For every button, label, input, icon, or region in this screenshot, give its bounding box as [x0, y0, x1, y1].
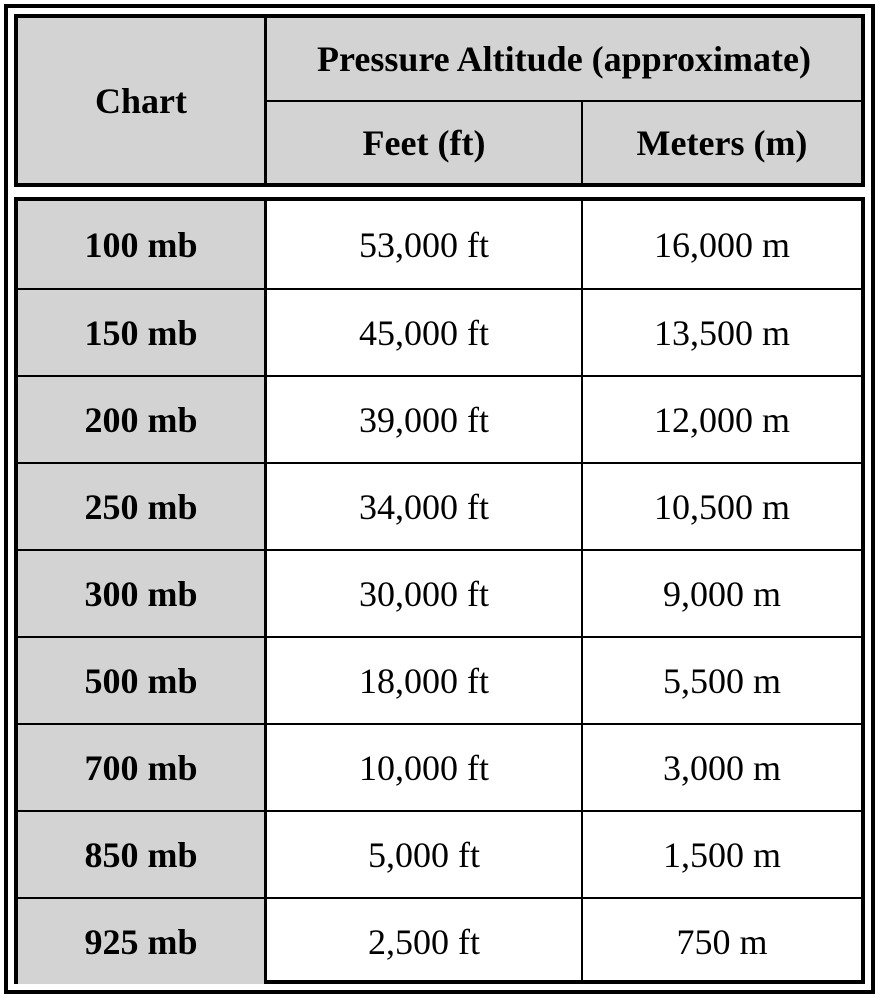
chart-cell: 850 mb — [18, 812, 267, 897]
feet-cell: 34,000 ft — [267, 464, 583, 549]
meters-cell: 16,000 m — [653, 224, 790, 265]
meters-cell: 9,000 m — [662, 573, 781, 614]
table-row — [18, 810, 861, 897]
table-header — [14, 14, 865, 187]
meters-cell: 13,500 m — [653, 312, 790, 353]
meters-cell: 750 m — [676, 921, 768, 962]
chart-cell: 100 mb — [18, 201, 267, 288]
chart-cell: 150 mb — [18, 290, 267, 375]
table-body — [14, 197, 865, 984]
feet-cell: 39,000 ft — [267, 377, 583, 462]
feet-cell: 45,000 ft — [267, 290, 583, 375]
chart-cell: 500 mb — [18, 638, 267, 723]
meters-cell: 1,500 m — [662, 834, 781, 875]
table-row — [18, 723, 861, 810]
feet-cell: 53,000 ft — [267, 201, 583, 288]
feet-cell: 2,500 ft — [267, 899, 583, 984]
chart-cell: 925 mb — [18, 899, 267, 984]
chart-cell: 250 mb — [18, 464, 267, 549]
header-meters: Meters (m) — [636, 122, 808, 163]
table-row — [18, 636, 861, 723]
table-row — [18, 375, 861, 462]
table-row — [18, 288, 861, 375]
header-feet: Feet (ft) — [267, 102, 583, 183]
meters-cell: 5,500 m — [662, 660, 781, 701]
meters-cell: 12,000 m — [653, 399, 790, 440]
table-frame — [4, 4, 875, 994]
table-row — [18, 549, 861, 636]
meters-cell: 10,500 m — [653, 486, 790, 527]
header-pressure-altitude: Pressure Altitude (approximate) — [267, 18, 861, 102]
feet-cell: 10,000 ft — [267, 725, 583, 810]
meters-cell: 3,000 m — [662, 747, 781, 788]
table-row — [18, 462, 861, 549]
feet-cell: 18,000 ft — [267, 638, 583, 723]
chart-cell: 200 mb — [18, 377, 267, 462]
table-row — [18, 201, 861, 288]
chart-cell: 300 mb — [18, 551, 267, 636]
feet-cell: 5,000 ft — [267, 812, 583, 897]
chart-cell: 700 mb — [18, 725, 267, 810]
table-inner — [14, 14, 865, 984]
feet-cell: 30,000 ft — [267, 551, 583, 636]
table-row — [18, 897, 861, 984]
header-chart: Chart — [18, 18, 267, 183]
